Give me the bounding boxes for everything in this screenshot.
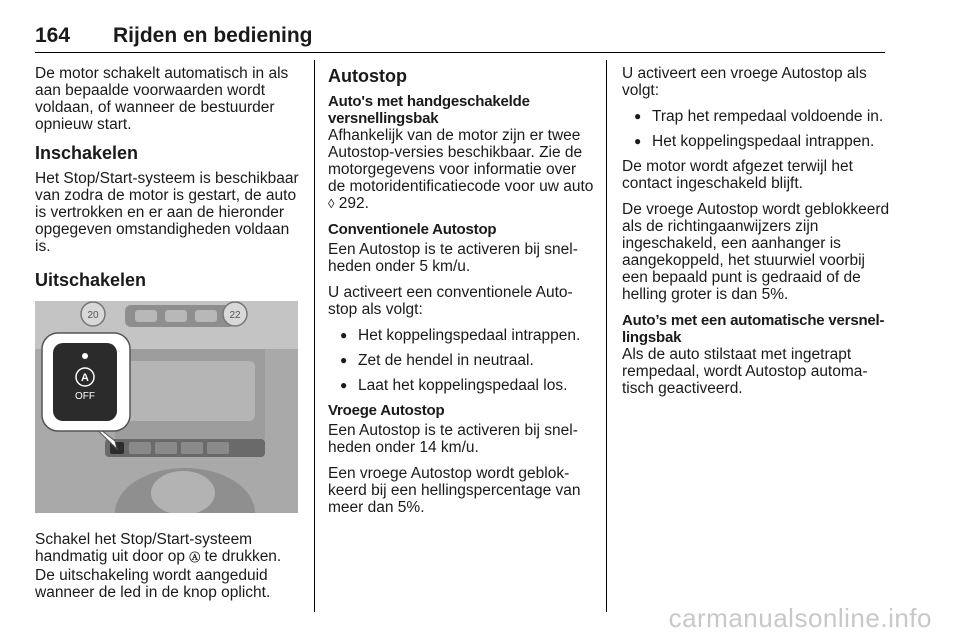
early-steps-intro: U activeert een vroege Autostop als volgt: <box>622 65 867 99</box>
conventional-steps-list <box>328 327 596 394</box>
early-steps-list <box>622 108 892 150</box>
knob-right-label: 22 <box>229 310 241 321</box>
page-header <box>35 24 885 53</box>
early-block-paragraph: Een vroege Autostop wordt geblokkeerd bij een hellingspercentage van meer dan 5%. <box>328 465 581 516</box>
early-speed-paragraph: Een Autostop is te activeren bij snelheden onder 14 km/u. <box>328 422 578 456</box>
column-1 <box>35 65 302 610</box>
watermark: carmanualsonline.info <box>668 603 932 633</box>
list-item: ● Het koppelingspedaal intrappen. <box>328 327 596 344</box>
column-divider-2 <box>606 60 607 612</box>
list-item: ● Zet de hendel in neutraal. <box>328 352 596 369</box>
column-divider-1 <box>314 60 315 612</box>
heading-autostop: Autostop <box>328 66 407 86</box>
list-item: ● Het koppelingspedaal intrappen. <box>622 133 892 150</box>
early-blocked-paragraph: De vroege Autostop wordt geblokkeerd als de richtingaanwijzers zijn ingeschakeld, een aanhanger is aangekoppeld, het stuurwiel voorbij een bepaald punt is gedraaid of de helling groter is dan 5%. <box>622 201 890 303</box>
column-2 <box>328 65 596 525</box>
section-title: Rijden en bediening <box>113 24 313 47</box>
figure-caption: Schakel het Stop/Start-systeem handmatig uit door op Ⓐ te drukken. De uitschakeling wordt aangeduid wanneer de led in de knop oplicht. <box>35 531 282 601</box>
knob-left-label: 20 <box>87 310 99 321</box>
page-reference-arrow-icon: ◊ <box>328 196 335 211</box>
manual-paragraph: Afhankelijk van de motor zijn er twee Autostop-versies beschikbaar. Zie de motorgegevens voor informatie over de motoridentificatiecode voor uw auto ◊ 292. <box>328 127 594 212</box>
subheading-early-autostop: Vroege Autostop <box>328 402 445 419</box>
subheading-manual-transmission: Auto's met handgeschakelde versnellingsbak <box>328 93 530 127</box>
inschakelen-paragraph: Het Stop/Start-systeem is beschikbaar van zodra de motor is gestart, de auto is vertrokken en er aan de hieronder opgegeven omstandigheden voldaan is. <box>35 170 299 255</box>
stop-start-button-illustration <box>35 301 298 513</box>
conventional-steps-intro: U activeert een conventionele Autostop als volgt: <box>328 284 573 318</box>
auto-stop-icon: Ⓐ <box>189 552 201 564</box>
list-item: ● Laat het koppelingspedaal los. <box>328 377 596 394</box>
button-label-off: OFF <box>75 391 95 402</box>
heading-inschakelen: Inschakelen <box>35 143 139 163</box>
heading-uitschakelen: Uitschakelen <box>35 270 147 290</box>
automatic-paragraph: Als de auto stilstaat met ingetrapt rempedaal, wordt Autostop automatisch geactiveerd. <box>622 346 868 397</box>
conventional-speed-paragraph: Een Autostop is te activeren bij snelheden onder 5 km/u. <box>328 241 578 275</box>
subheading-conventional: Conventionele Autostop <box>328 221 497 238</box>
list-item: ● Trap het rempedaal voldoende in. <box>622 108 892 125</box>
subheading-automatic-transmission: Auto’s met een automatische versnellingsbak <box>622 312 885 346</box>
button-label-a: A <box>81 372 89 384</box>
intro-paragraph: De motor schakelt automatisch in als aan bepaalde voorwaarden wordt voldaan, of wanneer de bestuurder opnieuw start. <box>35 65 289 133</box>
engine-off-paragraph: De motor wordt afgezet terwijl het contact ingeschakeld blijft. <box>622 158 853 192</box>
column-3 <box>622 65 892 406</box>
page-number: 164 <box>35 24 71 47</box>
page-reference-link[interactable]: 292. <box>334 195 369 212</box>
